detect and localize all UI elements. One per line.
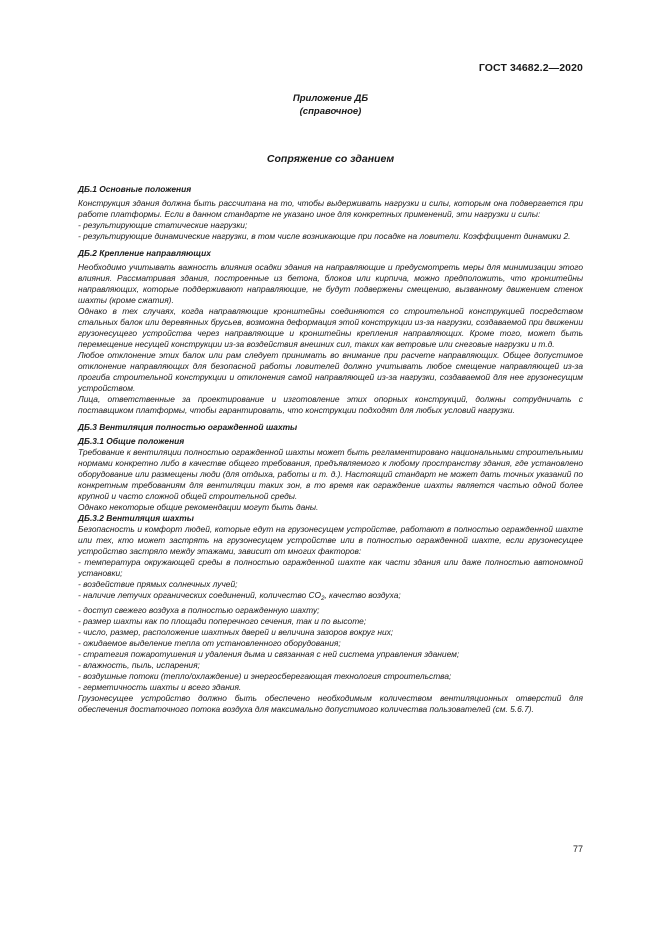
paragraph: Необходимо учитывать важность влияния осадки здания на направляющие и предусмотреть меры для минимизации этого влияния. Рассматривая здания, построенные из бетона, блоков или кирпича, можно предположить, что кронштейны направляющих, которые поддерживают направляющие, не будут подвержены смещению, вызванному движением стенок шахты (кроме сжатия). xyxy=(78,262,583,305)
paragraph: Требование к вентиляции полностью огражденной шахты может быть регламентировано национальными строительными нормами конкретно либо в качестве общего требования, предъявляемого к любому пространству здания, где установлено оборудование или размещены люди (для отдыха, работы и т. д.). Настоящий стандарт не может дать точных указаний по конкретным требованиям для вентиляции таких зон, в то время как ограждение шахты является частью одной более крупной и часто сложной общей строительной среды. xyxy=(78,447,583,501)
list-item: - стратегия пожаротушения и удаления дыма и связанная с ней система управления зданием; xyxy=(78,649,460,659)
list-item xyxy=(78,590,583,605)
list-item-text: - наличие летучих органических соединений, количество CO xyxy=(78,590,322,600)
list-item: - размер шахты как по площади поперечного сечения, так и по высоте; xyxy=(78,616,367,626)
list-item: - воздушные потоки (тепло/охлаждение) и энергосберегающая технология строительства; xyxy=(78,671,452,681)
standard-number: ГОСТ 34682.2—2020 xyxy=(478,62,583,74)
paragraph: Однако в тех случаях, когда направляющие кронштейны соединяются со строительной конструкцией посредством стальных балок или деревянных брусьев, возможна деформация этой конструкции из-за нагрузки, создаваемой при движении грузонесущего устройства через направляющие и кронштейны крепления направляющих. Кроме того, может быть перемещение несущей конструкции из-за воздействия внешних сил, таких как ветровые или снеговые нагрузки и т.д. xyxy=(78,306,583,349)
list-item: - результирующие статические нагрузки; xyxy=(78,220,248,230)
paragraph: Любое отклонение этих балок или рам следует принимать во внимание при расчете направляющих. Общее допустимое отклонение направляющих для безопасной работы ловителей должно учитывать любое смещение направляющей из-за прогиба строительной конструкции и отклонения самой направляющей из-за нагрузки, создаваемой для нее грузонесущим устройством. xyxy=(78,350,583,393)
list-item: - результирующие динамические нагрузки, в том числе возникающие при посадке на ловители. Коэффициент динамики 2. xyxy=(78,231,571,241)
subscript: 2 xyxy=(321,596,325,602)
paragraph: Грузонесущее устройство должно быть обеспечено необходимым количеством вентиляционных отверстий для обеспечения достаточного потока воздуха для максимально допустимого количества пользователей (см. 5.6.7). xyxy=(78,693,583,714)
section-heading-db1: ДБ.1 Основные положения xyxy=(78,184,192,194)
subsection-heading-db32: ДБ.3.2 Вентиляция шахты xyxy=(78,513,194,523)
annex-heading: Сопряжение со зданием xyxy=(266,153,395,165)
list-item-tail: , качество воздуха; xyxy=(324,590,401,600)
list-item: - влажность, пыль, испарения; xyxy=(78,660,200,670)
annex-title: Приложение ДБ xyxy=(292,93,369,104)
list-item: - воздействие прямых солнечных лучей; xyxy=(78,579,238,589)
page-number: 77 xyxy=(572,844,583,854)
paragraph: Безопасность и комфорт людей, которые едут на грузонесущем устройстве, работают в полностью огражденной шахте или тех, кто может застрять на грузонесущем устройстве или в полностью огражденной шахте, если грузонесущее устройство застряло между этажами, зависит от многих факторов: xyxy=(78,524,583,556)
annex-label xyxy=(0,92,661,118)
subsection-heading-db31: ДБ.3.1 Общие положения xyxy=(78,436,185,446)
section-heading-db2: ДБ.2 Крепление направляющих xyxy=(78,248,211,258)
document-body xyxy=(78,184,583,715)
list-item: - температура окружающей среды в полностью огражденной шахте как части здания или даже полностью автономной установки; xyxy=(78,557,583,578)
paragraph: Конструкция здания должна быть рассчитана на то, чтобы выдерживать нагрузки и силы, которым она подвергается при работе платформы. Если в данном стандарте не указано иное для конкретных применений, эти нагрузки и силы: xyxy=(78,198,583,219)
list-item: - герметичность шахты и всего здания. xyxy=(78,682,242,692)
list-item: - ожидаемое выделение тепла от установленного оборудования; xyxy=(78,638,341,648)
paragraph: Однако некоторые общие рекомендации могут быть даны. xyxy=(78,502,319,512)
section-heading-db3: ДБ.3 Вентиляция полностью огражденной шахты xyxy=(78,422,298,432)
annex-status: (справочное) xyxy=(299,106,362,117)
list-item: - доступ свежего воздуха в полностью огражденную шахту; xyxy=(78,605,320,615)
paragraph: Лица, ответственные за проектирование и изготовление этих опорных конструкций, должны сотрудничать с поставщиком платформы, чтобы гарантировать, что конструкции подходят для любых условий нагрузки. xyxy=(78,394,583,415)
list-item: - число, размер, расположение шахтных дверей и величина зазоров вокруг них; xyxy=(78,627,394,637)
